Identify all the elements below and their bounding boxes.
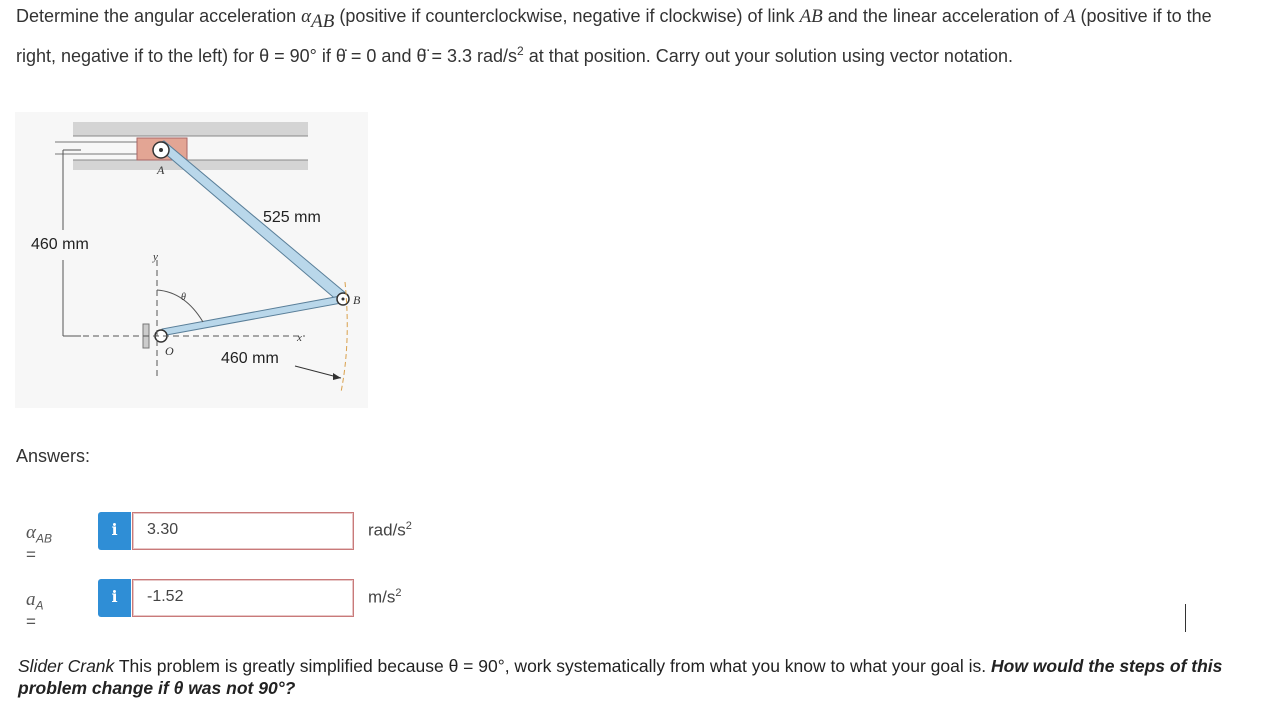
- point-a-label: A: [1063, 6, 1076, 27]
- slider-crank-figure: [15, 112, 368, 408]
- alpha-symbol: α: [26, 522, 36, 543]
- problem-text: at that position. Carry out your solution using vector notation.: [523, 45, 1013, 66]
- alpha-subscript: AB: [35, 531, 52, 546]
- a-a-label: [26, 589, 44, 632]
- theta-ddot-symbol: θ̈: [416, 45, 427, 66]
- equals-sign: =: [26, 545, 36, 565]
- label-a: A: [157, 163, 165, 177]
- alpha-ab-unit: [368, 520, 412, 541]
- problem-text: = 3.3 rad/s: [426, 45, 518, 66]
- label-x: x: [297, 332, 302, 344]
- dim-vertical-label: 460 mm: [31, 236, 89, 253]
- theta-dot-symbol: θ̇: [335, 45, 346, 66]
- a-a-input[interactable]: [132, 579, 354, 617]
- unit-exponent: 2: [405, 520, 412, 532]
- mechanism-diagram: [15, 112, 368, 408]
- hint-note: [18, 655, 1238, 699]
- note-question: How would the steps of this problem change if θ was not 90°?: [18, 656, 1223, 698]
- info-button[interactable]: i: [98, 512, 131, 550]
- crank-ob: [161, 295, 347, 336]
- problem-text: (positive if to the right, negative if to the left) for θ = 90° if: [16, 6, 1212, 66]
- unit-exponent: 2: [395, 587, 402, 599]
- note-body: This problem is greatly simplified because θ = 90°, work systematically from what you know to what your goal is.: [114, 656, 991, 676]
- label-y: y: [153, 251, 158, 263]
- unit-text: rad/s: [368, 520, 406, 540]
- label-b: B: [353, 293, 361, 307]
- problem-text: = 0 and: [345, 45, 417, 66]
- link-ab-label: AB: [799, 6, 823, 27]
- problem-statement: [16, 2, 1216, 70]
- problem-text: Determine the angular acceleration: [16, 6, 302, 26]
- alpha-ab-input[interactable]: [132, 512, 354, 550]
- label-o: O: [165, 344, 174, 358]
- problem-text: (positive if counterclockwise, negative if clockwise) of link: [334, 6, 800, 26]
- superscript: 2: [517, 43, 524, 58]
- alpha-ab-value: 3.30: [147, 521, 179, 538]
- text-cursor: [1185, 604, 1186, 632]
- note-lead: Slider Crank: [18, 656, 115, 676]
- alpha-ab-label: [26, 522, 52, 565]
- equals-sign: =: [26, 612, 36, 632]
- a-a-value: -1.52: [147, 588, 184, 605]
- answers-heading: Answers:: [16, 446, 91, 466]
- problem-text: and the linear acceleration of: [822, 6, 1064, 26]
- info-button[interactable]: i: [98, 579, 131, 617]
- a-subscript: A: [35, 598, 44, 613]
- label-theta: θ: [181, 292, 186, 303]
- dim-ab-label: 525 mm: [263, 209, 321, 226]
- dim-ob-label: 460 mm: [221, 350, 279, 367]
- a-symbol: a: [26, 589, 36, 610]
- alpha-subscript: AB: [311, 10, 335, 32]
- upper-rail: [73, 122, 308, 136]
- unit-text: m/s: [368, 587, 396, 607]
- alpha-symbol: α: [301, 6, 312, 27]
- a-a-unit: [368, 587, 402, 608]
